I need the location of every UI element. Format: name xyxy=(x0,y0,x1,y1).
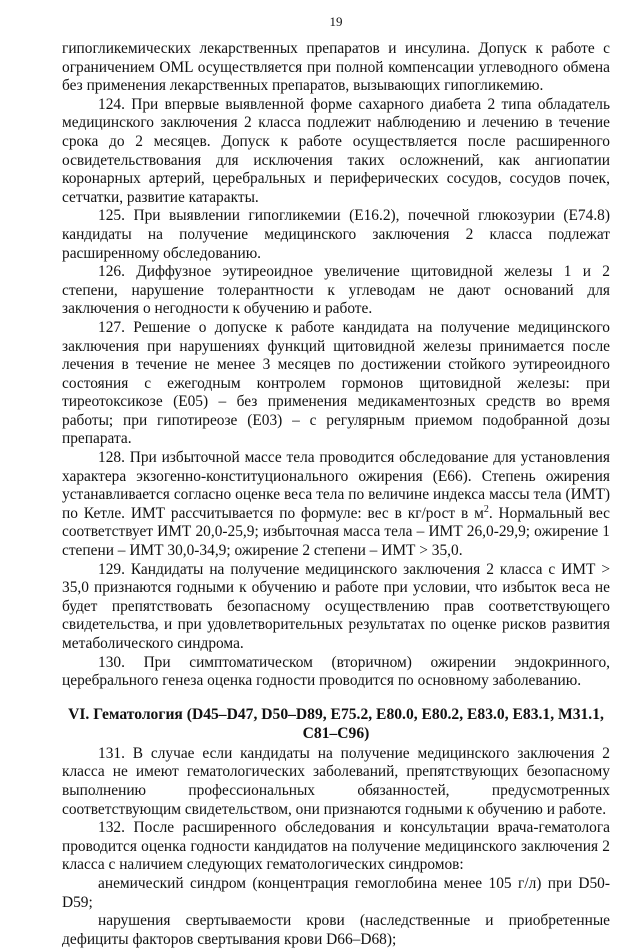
paragraph-continuation: гипогликемических лекарственных препаратов и инсулина. Допуск к работе с ограничением OML осуществляется при полной компенсации углеводного обмена без применения лекарственных препаратов, вызывающих гипогликемию. xyxy=(62,40,610,95)
paragraph-132: 132. После расширенного обследования и консультации врача-гематолога проводится оценка годности кандидатов на получение медицинского заключения 2 класса с наличием следующих гематологических синдромов: xyxy=(62,819,610,874)
page-number: 19 xyxy=(329,14,343,29)
paragraph-126: 126. Диффузное эутиреоидное увеличение щитовидной железы 1 и 2 степени, нарушение толерантности к углеводам не дают оснований для заключения о негодности к обучению и работе. xyxy=(62,263,610,318)
document-body xyxy=(62,40,610,949)
paragraph-125: 125. При выявлении гипогликемии (Е16.2), почечной глюкозурии (Е74.8) кандидаты на получение медицинского заключения 2 класса подлежат расширенному обследованию. xyxy=(62,207,610,262)
paragraph-127: 127. Решение о допуске к работе кандидата на получение медицинского заключения при нарушениях функций щитовидной железы принимается после лечения в течение не менее 3 месяцев по достижении стойкого эутиреоидного состояния с ежегодным контролем гормонов щитовидной железы: при тиреотоксикозе (Е05) – без применения медикаментозных средств во время работы; при гипотиреозе (Е03) – с регулярным приемом подобранной дозы препарата. xyxy=(62,318,610,448)
section-heading-hematology: VI. Гематология (D45–D47, D50–D89, E75.2, E80.0, E80.2, E83.0, E83.1, M31.1, C81–C96) xyxy=(68,705,604,742)
list-item-coagulation: нарушения свертываемости крови (наследственные и приобретенные дефициты факторов свертывания крови D66–D68); xyxy=(62,912,610,948)
paragraph-129: 129. Кандидаты на получение медицинского заключения 2 класса с ИМТ > 35,0 признаются годными к обучению и работе при условии, что избыток веса не будет препятствовать безопасному осуществлению прав соответствующего свидетельства, и при удовлетворительных результатах по оценке рисков развития метаболического синдрома. xyxy=(62,560,610,652)
paragraph-131: 131. В случае если кандидаты на получение медицинского заключения 2 класса не имеют гематологических заболеваний, препятствующих безопасному выполнению профессиональных обязанностей, предусмотренных соответствующим свидетельством, они признаются годными к обучению и работе. xyxy=(62,744,610,818)
paragraph-130: 130. При симптоматическом (вторичном) ожирении эндокринного, церебрального генеза оценка годности проводится по основному заболеванию. xyxy=(62,653,610,690)
list-item-anemia: анемический синдром (концентрация гемоглобина менее 105 г/л) при D50-D59; xyxy=(62,874,610,911)
superscript-2: 2 xyxy=(483,503,489,515)
paragraph-128 xyxy=(62,449,610,561)
paragraph-128-text-b: . Нормальный вес соответствует ИМТ 20,0-25,9; избыточная масса тела – ИМТ 26,0-29,9; ожирение 1 степени – ИМТ 30,0-34,9; ожирение 2 степени – ИМТ > 35,0. xyxy=(62,504,611,560)
paragraph-124: 124. При впервые выявленной форме сахарного диабета 2 типа обладатель медицинского заключения 2 класса подлежит наблюдению и лечению в течение срока до 2 месяцев. Допуск к работе осуществляется после расширенного освидетельствования для исключения таких осложнений, как ангиопатии коронарных артерий, церебральных и периферических сосудов, сосудов почек, сетчатки, развитие катаракты. xyxy=(62,95,610,206)
paragraph-128-text-a: 128. При избыточной массе тела проводится обследование для установления характера экзогенно-конституционального ожирения (Е66). Степень ожирения устанавливается согласно оценке веса тела по величине индекса массы тела (ИМТ) по Кетле. ИМТ рассчитывается по формуле: вес в кг/рост в м xyxy=(62,449,610,522)
